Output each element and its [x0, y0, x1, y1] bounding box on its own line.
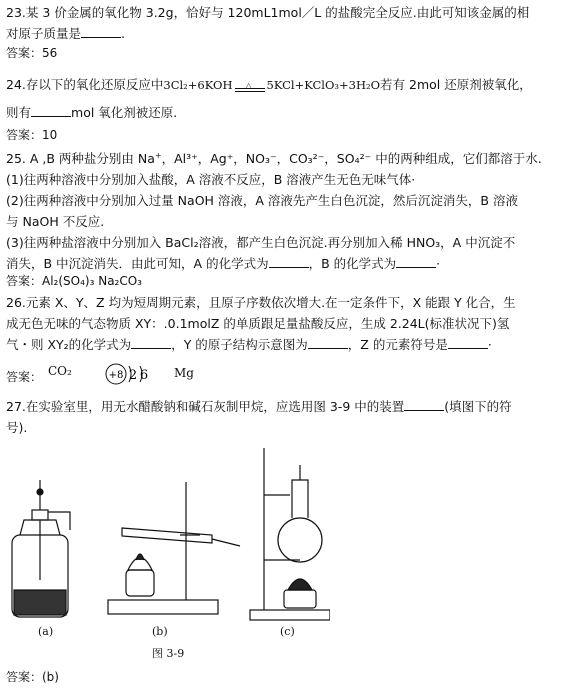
q26-answer-co2: CO₂	[48, 364, 72, 378]
figure-3-9	[0, 440, 330, 640]
figure-label-b: (b)	[152, 625, 168, 638]
electron-shell-2: 6	[139, 368, 149, 383]
figure-label-c: (c)	[280, 625, 295, 638]
apparatus-b	[108, 482, 240, 614]
apparatus-a	[12, 480, 70, 617]
q26-line1: 26.元素 X、Y、Z 均为短周期元素，且原子序数依次增大.在一定条件下，X 能跟 Y 化合，生	[6, 295, 516, 310]
answer-blank	[269, 254, 309, 268]
question-25	[6, 145, 562, 274]
q23-line1: 23.某 3 价金属的氧化物 3.2g，恰好与 120mL1mol／L 的盐酸完全反应.由此可知该金属的相	[6, 5, 530, 20]
electron-shell-1: 2	[128, 368, 138, 383]
q25-answer: 答案：Al₂(SO₄)₃ Na₂CO₃	[6, 274, 142, 288]
figure-label-a: (a)	[38, 625, 54, 638]
q25-line2: (1)往两种溶液中分别加入盐酸，A 溶液不反应，B 溶液产生无色无味气体·	[6, 172, 416, 188]
question-24	[6, 74, 562, 123]
q24-line2: 则有 mol 氧化剂被还原.	[6, 105, 178, 120]
q27-answer: 答案：(b)	[6, 670, 59, 684]
q24-answer: 答案：10	[6, 128, 58, 142]
answer-blank	[448, 335, 488, 349]
q24-line1: 24.存以下的氧化还原反应中3Cl₂+6KOH △ 5KCl+KClO₃+3H₂O若有 2mol 还原剂被氧化，	[6, 77, 532, 92]
answer-blank	[404, 397, 444, 411]
q25-line3: (2)往两种溶液中分别加入过量 NaOH 溶液，A 溶液先产生白色沉淀，然后沉淀消失，B 溶液	[6, 193, 518, 209]
question-23	[6, 2, 562, 44]
equation-left: 3Cl₂+6KOH	[163, 78, 233, 92]
q25-line4: 与 NaOH 不反应.	[6, 214, 105, 230]
answer-blank	[81, 24, 121, 38]
atom-structure-diagram	[104, 361, 156, 390]
question-26	[6, 292, 562, 355]
q23-answer: 答案：56	[6, 46, 58, 60]
question-27	[6, 396, 562, 438]
answer-blank	[396, 254, 436, 268]
q23-line2: 对原子质量是 .	[6, 26, 125, 41]
q27-line2: 号).	[6, 420, 28, 435]
answer-blank	[308, 335, 348, 349]
q26-line3: 气・则 XY₂的化学式为 ，Y 的原子结构示意图为 ，Z 的元素符号是 ·	[6, 337, 492, 352]
answer-blank	[31, 103, 71, 117]
q27-line1: 27.在实验室里，用无水醋酸钠和碱石灰制甲烷，应选用图 3-9 中的装置 (填图下的符	[6, 399, 512, 414]
heat-arrow-icon: △	[235, 79, 265, 93]
q26-answer-mg: Mg	[174, 366, 194, 380]
q26-line2: 成无色无味的气态物质 XY：.0.1molZ 的单质跟足量盐酸反应，生成 2.24L(标准状况下)氢	[6, 316, 510, 331]
answer-blank	[131, 335, 171, 349]
q26-answer-label: 答案：	[6, 370, 43, 384]
q25-line6: 消失，B 中沉淀消失．由此可知，A 的化学式为 ，B 的化学式为 ·	[6, 256, 441, 272]
atom-nucleus: +8	[108, 370, 124, 381]
figure-caption: 图 3-9	[152, 647, 185, 660]
equation-right: 5KCl+KClO₃+3H₂O	[266, 78, 381, 92]
apparatus-c	[250, 448, 330, 620]
q25-line1: 25. A ,B 两种盐分别由 Na+，Al³⁺，Ag⁺，NO₃⁻，CO₃²⁻，SO₄²⁻ 中的两种组成，它们都溶于水.	[6, 151, 542, 167]
q25-line5: (3)往两种盐溶液中分别加入 BaCl₂溶液，都产生白色沉淀.再分别加入稀 HNO₃，A 中沉淀不	[6, 235, 516, 251]
